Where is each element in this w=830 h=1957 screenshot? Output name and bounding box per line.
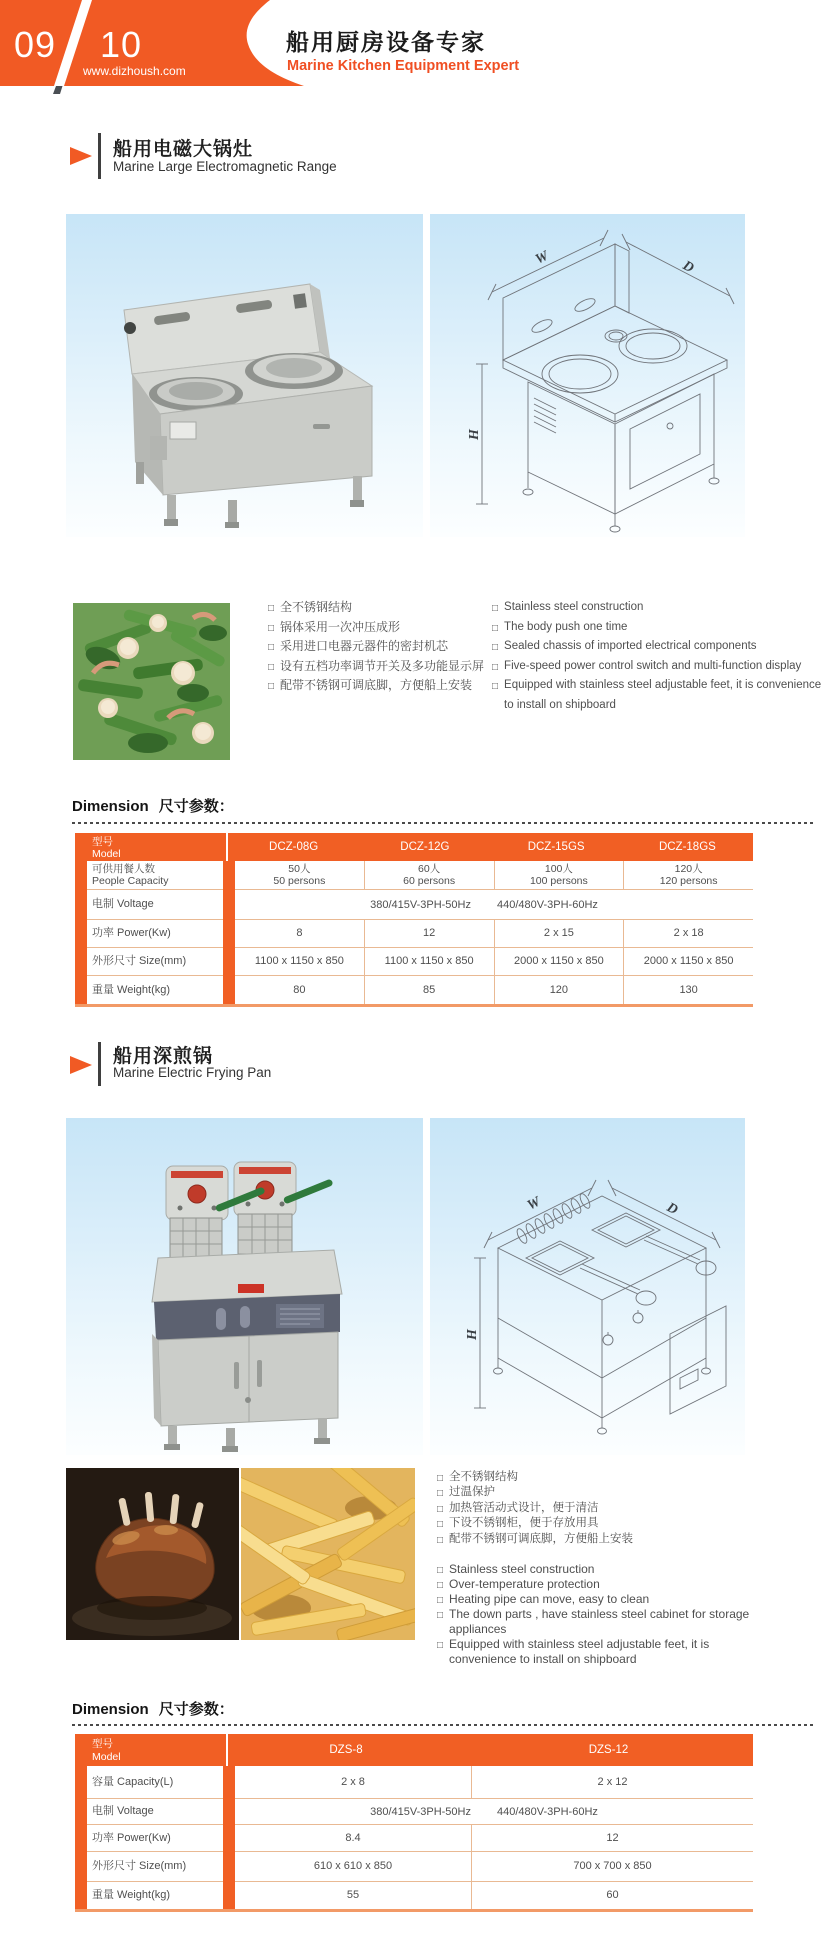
- table-cell: 2 x 15: [494, 920, 624, 947]
- range-drawing-panel: [430, 214, 745, 537]
- range-product-photo: [66, 214, 423, 537]
- checkbox-icon: □: [437, 1595, 444, 1606]
- checkbox-icon: □: [268, 603, 275, 614]
- table-cell: 120人 120 persons: [623, 861, 753, 889]
- feature-item: □ Five-speed power control switch and multi-function display: [492, 657, 822, 677]
- table-accent-bar: [75, 1766, 87, 1909]
- model-column-header: DCZ-15GS: [527, 841, 585, 853]
- fryer-features-en: [437, 1562, 755, 1667]
- feature-item: □ 锅体采用一次冲压成形: [268, 618, 493, 638]
- feature-item: □ 配带不锈钢可调底脚，方便船上安装: [437, 1532, 767, 1547]
- table-cell: 8: [296, 927, 303, 940]
- table-header-row: [75, 1734, 753, 1766]
- feature-item: □ 过温保护: [437, 1485, 767, 1500]
- row-label: 电制 Voltage: [92, 1805, 154, 1818]
- table-row: [75, 1852, 753, 1882]
- dashed-divider: [72, 1724, 813, 1726]
- website-url: www.dizhoush.com: [83, 64, 186, 78]
- feature-item: □ 采用进口电器元器件的密封机芯: [268, 637, 493, 657]
- row-label: 重量 Weight(kg): [92, 983, 171, 996]
- table-row: [75, 861, 753, 890]
- table-cell: 1100 x 1150 x 850: [254, 955, 344, 968]
- table-cell: 2000 x 1150 x 850: [623, 948, 753, 975]
- page-number-right: 10: [100, 24, 143, 65]
- feature-item: □ The down parts , have stainless steel cabinet for storage appliances: [437, 1607, 750, 1636]
- dashed-divider: [72, 822, 813, 824]
- table-cell: 12: [471, 1825, 753, 1851]
- section2-title-cn: 船用深煎锅: [113, 1046, 214, 1067]
- table-accent-bar: [223, 1766, 235, 1909]
- feature-item: □ 配带不锈钢可调底脚，方便船上安装: [268, 676, 493, 696]
- table-cell: 120: [494, 976, 624, 1004]
- section2-title-en: Marine Electric Frying Pan: [113, 1065, 272, 1080]
- table-accent-bar: [223, 861, 235, 1004]
- model-column-header: DCZ-12G: [400, 841, 450, 853]
- feature-item: □ Sealed chassis of imported electrical components: [492, 637, 822, 657]
- fryer-features-cn: [437, 1470, 767, 1547]
- section-divider-bar: [98, 1042, 101, 1086]
- table-row: [75, 890, 753, 920]
- checkbox-icon: □: [437, 1640, 444, 1651]
- row-label: 容量 Capacity(L): [92, 1775, 174, 1788]
- dimension-heading: Dimension 尺寸参数：: [72, 798, 234, 815]
- table-cell: 12: [364, 920, 494, 947]
- height-dim-label: H: [467, 429, 482, 440]
- row-label: 外形尺寸 Size(mm): [92, 955, 187, 968]
- depth-dim-label: D: [664, 1200, 681, 1219]
- model-header-cell: 型号 Model: [92, 1738, 121, 1763]
- table-row: [75, 948, 753, 976]
- table-row: [75, 1799, 753, 1825]
- feature-item: □ Stainless steel construction: [437, 1562, 595, 1576]
- row-label: 可供用餐人数 People Capacity: [92, 862, 169, 887]
- page-title-en: Marine Kitchen Equipment Expert: [287, 58, 520, 74]
- range-features-en: [492, 598, 822, 715]
- feature-item: □ 加热管活动式设计，便于清洁: [437, 1501, 767, 1516]
- table-cell: 60: [471, 1882, 753, 1909]
- checkbox-icon: □: [437, 1580, 444, 1591]
- model-column-header: DZS-8: [329, 1744, 363, 1756]
- table-row: [75, 1766, 753, 1799]
- table-bottom-bar: [75, 1004, 753, 1007]
- fryer-drawing-panel: [430, 1118, 745, 1455]
- checkbox-icon: □: [268, 681, 275, 692]
- checkbox-icon: □: [492, 642, 499, 653]
- feature-item: □ 全不锈钢结构: [437, 1470, 767, 1485]
- fryer-product-photo: [66, 1118, 423, 1455]
- voltage-merged-cell: 380/415V-3PH-50Hz 440/480V-3PH-60Hz: [370, 898, 598, 911]
- model-column-header: DCZ-18GS: [658, 841, 716, 853]
- section-divider-bar: [98, 133, 101, 179]
- range-features-cn: [268, 598, 493, 696]
- feature-item: □ Over-temperature protection: [437, 1577, 600, 1591]
- table-cell: 80: [293, 983, 306, 996]
- table-bottom-bar: [75, 1909, 753, 1912]
- checkbox-icon: □: [437, 1503, 444, 1515]
- stirfry-food-photo: [73, 603, 230, 760]
- table-cell: 610 x 610 x 850: [313, 1860, 393, 1873]
- table-cell: 50人 50 persons: [273, 862, 326, 887]
- feature-item: □ 全不锈钢结构: [268, 598, 493, 618]
- checkbox-icon: □: [437, 1473, 444, 1484]
- row-label: 重量 Weight(kg): [92, 1889, 171, 1902]
- width-dim-label: W: [533, 248, 551, 268]
- row-label: 外形尺寸 Size(mm): [92, 1860, 187, 1873]
- row-label: 电制 Voltage: [92, 898, 154, 911]
- checkbox-icon: □: [268, 622, 275, 634]
- table-cell: 700 x 700 x 850: [471, 1852, 753, 1881]
- table-row: [75, 920, 753, 948]
- table-cell: 8.4: [345, 1831, 361, 1844]
- model-column-header: DZS-12: [588, 1744, 629, 1756]
- checkbox-icon: □: [268, 642, 275, 653]
- table-cell: 2 x 18: [623, 920, 753, 947]
- range-technical-drawing: [430, 214, 745, 537]
- fryer-photo-panel: [66, 1118, 423, 1455]
- table-cell: 1100 x 1150 x 850: [364, 948, 494, 975]
- table-cell: 60人 60 persons: [364, 861, 494, 889]
- depth-dim-label: D: [680, 258, 697, 277]
- table-row: [75, 1882, 753, 1909]
- table-row: [75, 1825, 753, 1852]
- model-column-header: DCZ-08G: [269, 841, 319, 853]
- checkbox-icon: □: [492, 603, 499, 614]
- table-accent-bar: [75, 861, 87, 1004]
- page-number-left: 09: [14, 24, 57, 65]
- section1-title-en: Marine Large Electromagnetic Range: [113, 159, 337, 174]
- feature-item: □ Equipped with stainless steel adjustable feet, it is convenience to install on shipboard: [492, 679, 822, 711]
- voltage-merged-cell: 380/415V-3PH-50Hz 440/480V-3PH-60Hz: [370, 1805, 598, 1818]
- french-fries-photo: [241, 1468, 415, 1640]
- section1-title-cn: 船用电磁大锅灶: [113, 139, 254, 160]
- checkbox-icon: □: [437, 1610, 444, 1621]
- table-cell: 2 x 8: [341, 1775, 365, 1788]
- table-cell: 130: [623, 976, 753, 1004]
- checkbox-icon: □: [437, 1565, 444, 1576]
- checkbox-icon: □: [492, 661, 499, 673]
- table-cell: 2000 x 1150 x 850: [494, 948, 624, 975]
- model-header-cell: 型号 Model: [92, 836, 121, 860]
- fryer-technical-drawing: [430, 1118, 745, 1455]
- height-dim-label: H: [465, 1329, 480, 1340]
- checkbox-icon: □: [437, 1534, 444, 1546]
- checkbox-icon: □: [437, 1488, 444, 1500]
- triangle-marker-icon: [70, 147, 92, 165]
- feature-item: □ Heating pipe can move, easy to clean: [437, 1592, 650, 1606]
- row-label: 功率 Power(Kw): [92, 1831, 171, 1844]
- table-cell: 2 x 12: [471, 1766, 753, 1798]
- checkbox-icon: □: [492, 622, 499, 634]
- range-photo-panel: [66, 214, 423, 537]
- triangle-marker-icon: [70, 1056, 92, 1074]
- page-title-cn: 船用厨房设备专家: [286, 29, 486, 55]
- table-cell: 85: [364, 976, 494, 1004]
- range-dimension-table: [75, 833, 753, 1007]
- roast-meat-photo: [66, 1468, 239, 1640]
- table-cell: 55: [346, 1889, 360, 1902]
- feature-item: □ 下设不锈钢柜，便于存放用具: [437, 1516, 767, 1531]
- checkbox-icon: □: [437, 1519, 444, 1531]
- feature-item: □ Stainless steel construction: [492, 598, 822, 618]
- feature-item: □ Equipped with stainless steel adjustable feet, it is convenience to install on shipboard: [437, 1637, 710, 1666]
- checkbox-icon: □: [268, 661, 275, 673]
- width-dim-label: W: [525, 1194, 543, 1214]
- checkbox-icon: □: [492, 681, 499, 692]
- table-row: [75, 976, 753, 1004]
- feature-item: □ 设有五档功率调节开关及多功能显示屏: [268, 657, 493, 677]
- feature-item: □ The body push one time: [492, 618, 822, 638]
- table-header-row: [75, 833, 753, 861]
- dimension-heading: Dimension 尺寸参数：: [72, 1701, 234, 1718]
- row-label: 功率 Power(Kw): [92, 927, 171, 940]
- table-cell: 100人 100 persons: [494, 861, 624, 889]
- fryer-dimension-table: [75, 1734, 753, 1912]
